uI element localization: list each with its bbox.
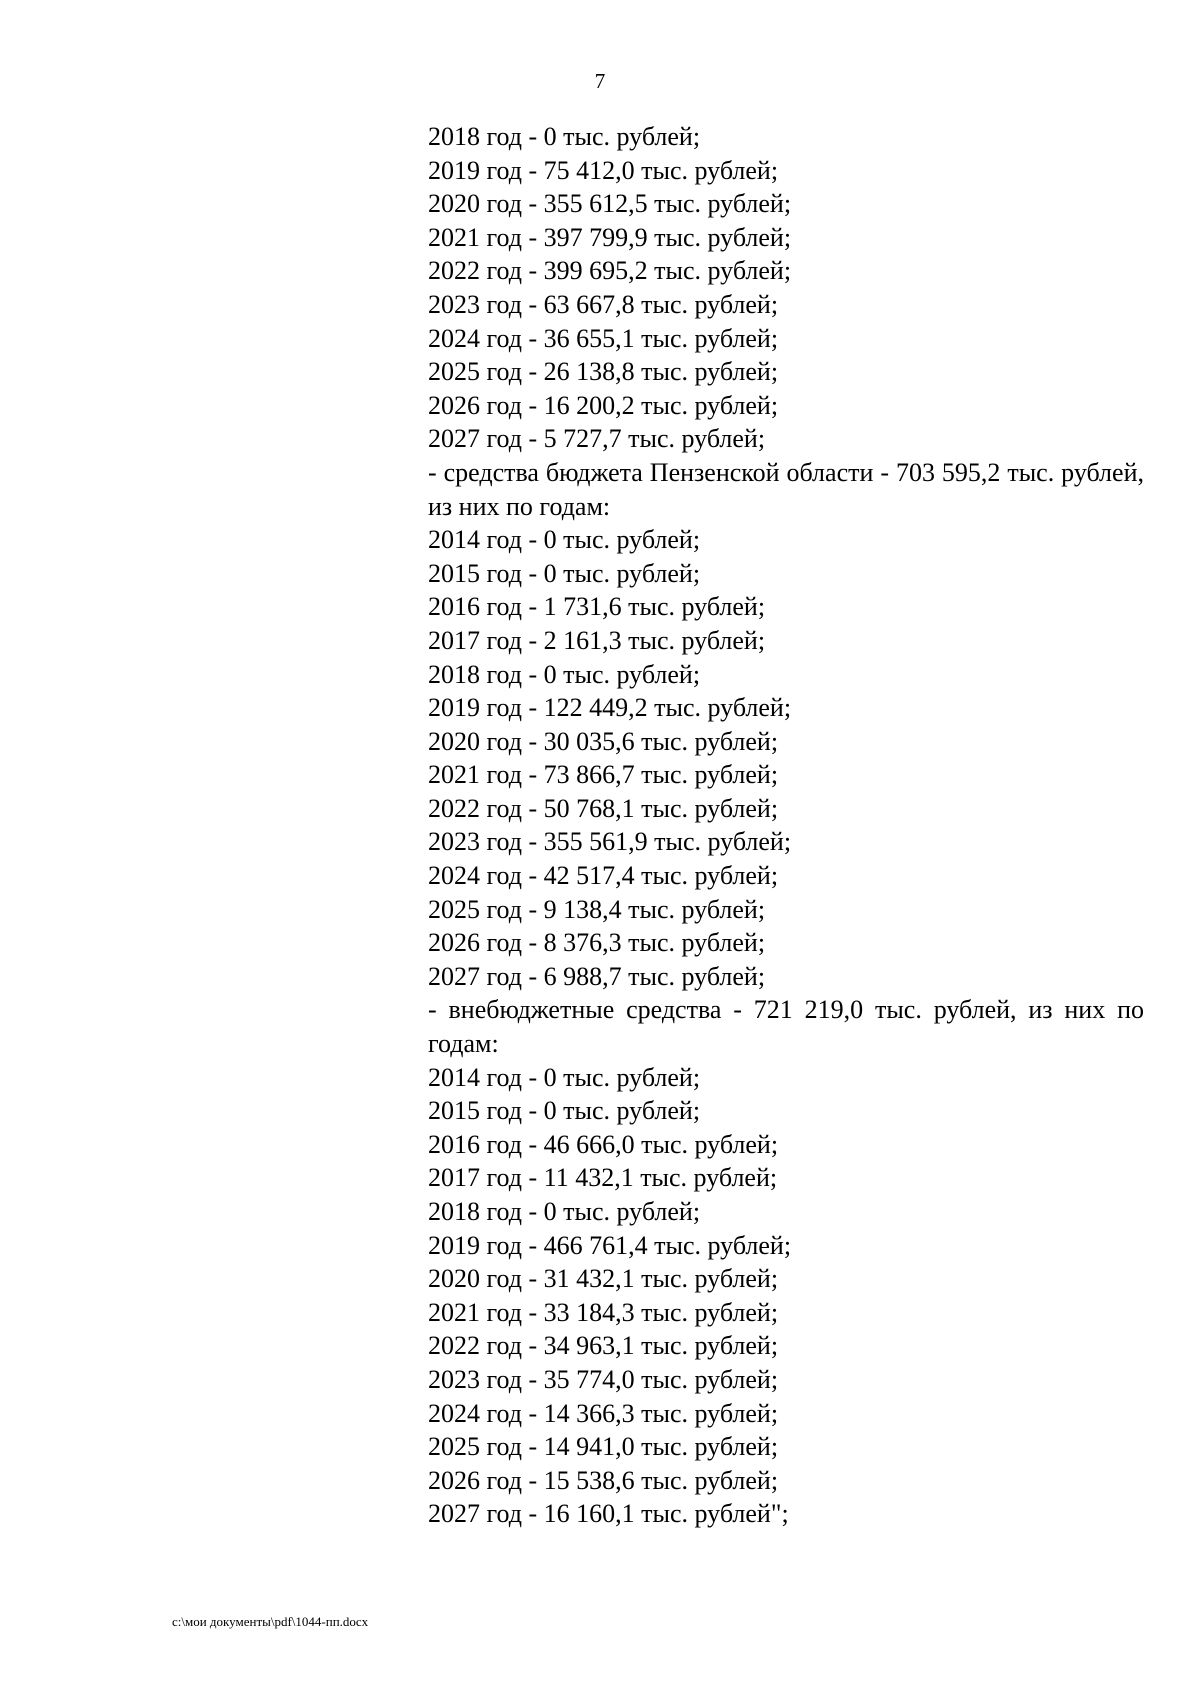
year-amount-line: 2022 год - 399 695,2 тыс. рублей; [428, 256, 792, 286]
year-amount-line: 2015 год - 0 тыс. рублей; [428, 558, 701, 588]
year-amount-line: 2025 год - 26 138,8 тыс. рублей; [428, 357, 779, 387]
year-amount-line: 2015 год - 0 тыс. рублей; [428, 1096, 701, 1126]
year-amount-line: 2019 год - 75 412,0 тыс. рублей; [428, 155, 779, 185]
year-amount-line: 2022 год - 34 963,1 тыс. рублей; [428, 1331, 779, 1361]
year-amount-line: 2027 год - 6 988,7 тыс. рублей; [428, 961, 766, 991]
year-amount-line: 2021 год - 397 799,9 тыс. рублей; [428, 222, 792, 252]
year-amount-line: 2023 год - 35 774,0 тыс. рублей; [428, 1364, 779, 1394]
year-amount-line: 2017 год - 2 161,3 тыс. рублей; [428, 625, 766, 655]
year-amount-line: 2019 год - 466 761,4 тыс. рублей; [428, 1230, 792, 1260]
year-amount-line: 2016 год - 1 731,6 тыс. рублей; [428, 592, 766, 622]
year-amount-line: 2026 год - 15 538,6 тыс. рублей; [428, 1465, 779, 1495]
year-amount-line: 2016 год - 46 666,0 тыс. рублей; [428, 1129, 779, 1159]
year-amount-line: 2017 год - 11 432,1 тыс. рублей; [428, 1163, 778, 1193]
section-extrabudgetary-funds [428, 993, 1144, 1531]
year-amount-line: 2018 год - 0 тыс. рублей; [428, 659, 701, 689]
footer-file-path: c:\мои документы\pdf\1044-пп.docx [172, 1614, 369, 1629]
year-amount-line: 2027 год - 16 160,1 тыс. рублей"; [428, 1499, 789, 1529]
year-amount-line: 2020 год - 355 612,5 тыс. рублей; [428, 189, 792, 219]
year-amount-line: 2027 год - 5 727,7 тыс. рублей; [428, 424, 766, 454]
year-amount-line: 2024 год - 14 366,3 тыс. рублей; [428, 1398, 779, 1428]
year-amount-line: 2025 год - 14 941,0 тыс. рублей; [428, 1432, 779, 1462]
year-amount-line: 2025 год - 9 138,4 тыс. рублей; [428, 894, 766, 924]
year-amount-line: 2024 год - 36 655,1 тыс. рублей; [428, 323, 779, 353]
year-amount-line: 2014 год - 0 тыс. рублей; [428, 1062, 701, 1092]
year-amount-line: 2019 год - 122 449,2 тыс. рублей; [428, 693, 792, 723]
section-federal-budget-continued [428, 120, 1144, 456]
year-amount-line: 2023 год - 63 667,8 тыс. рублей; [428, 289, 779, 319]
year-amount-line: 2024 год - 42 517,4 тыс. рублей; [428, 861, 779, 891]
year-amount-line: 2020 год - 31 432,1 тыс. рублей; [428, 1264, 779, 1294]
section-regional-budget [428, 456, 1144, 994]
year-amount-line: 2026 год - 16 200,2 тыс. рублей; [428, 390, 779, 420]
year-amount-line: 2018 год - 0 тыс. рублей; [428, 1197, 701, 1226]
year-amount-line: 2021 год - 73 866,7 тыс. рублей; [428, 760, 779, 790]
year-amount-line: 2021 год - 33 184,3 тыс. рублей; [428, 1297, 779, 1327]
year-amount-line: 2023 год - 355 561,9 тыс. рублей; [428, 827, 792, 857]
page-number: 7 [594, 69, 606, 93]
year-amount-line: 2020 год - 30 035,6 тыс. рублей; [428, 726, 779, 756]
document-body [428, 120, 1144, 1531]
year-amount-line: 2018 год - 0 тыс. рублей; [428, 122, 701, 151]
year-amount-line: 2014 год - 0 тыс. рублей; [428, 525, 701, 555]
section-heading: - средства бюджета Пензенской области - 703 595,2 тыс. рублей, из них по годам: [428, 457, 1144, 521]
section-heading: - внебюджетные средства - 721 219,0 тыс. рублей, из них по годам: [428, 995, 1144, 1059]
year-amount-line: 2022 год - 50 768,1 тыс. рублей; [428, 793, 779, 823]
year-amount-line: 2026 год - 8 376,3 тыс. рублей; [428, 928, 766, 958]
